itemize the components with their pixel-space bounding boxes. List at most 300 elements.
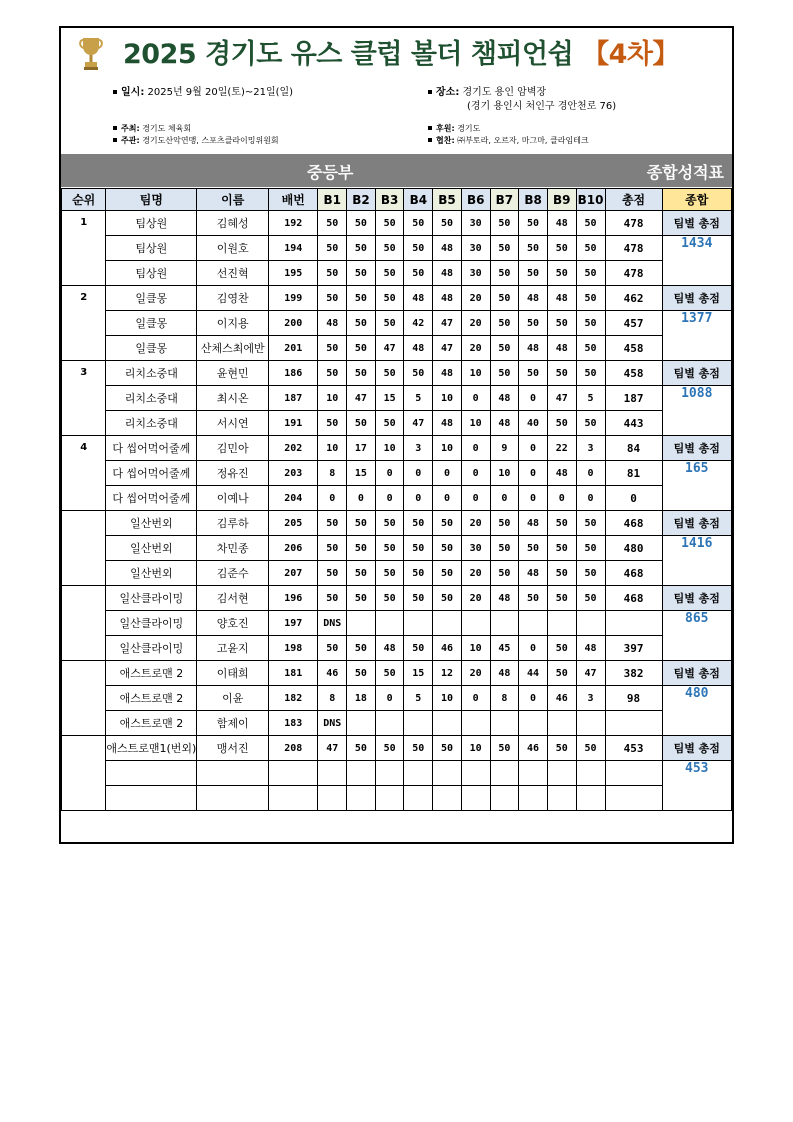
boulder-7-score: 48 xyxy=(490,586,519,611)
boulder-6-score: 10 xyxy=(461,411,490,436)
boulder-8-score: 50 xyxy=(519,236,548,261)
boulder-1-score: 46 xyxy=(318,661,347,686)
boulder-7-score: 50 xyxy=(490,361,519,386)
boulder-9-score: 50 xyxy=(547,586,576,611)
boulder-5-score: 48 xyxy=(433,361,462,386)
team-name-cell: 다 씹어먹어줄께 xyxy=(106,436,197,461)
boulder-1-score: 48 xyxy=(318,311,347,336)
boulder-4-score xyxy=(404,611,433,636)
bib-cell: 207 xyxy=(269,561,318,586)
col-b6: B6 xyxy=(461,189,490,211)
table-row xyxy=(62,386,732,411)
boulder-5-score: 50 xyxy=(433,536,462,561)
boulder-6-score: 20 xyxy=(461,311,490,336)
table-row xyxy=(62,511,732,536)
boulder-7-score: 50 xyxy=(490,736,519,761)
boulder-9-score: 47 xyxy=(547,386,576,411)
boulder-9-score: 50 xyxy=(547,536,576,561)
boulder-9-score: 50 xyxy=(547,236,576,261)
table-row xyxy=(62,361,732,386)
boulder-3-score: 0 xyxy=(375,486,404,511)
col-b5: B5 xyxy=(433,189,462,211)
total-score-cell xyxy=(605,711,662,736)
boulder-2-score: 50 xyxy=(347,261,376,286)
boulder-7-score: 50 xyxy=(490,336,519,361)
boulder-6-score: 10 xyxy=(461,361,490,386)
boulder-1-score: 10 xyxy=(318,386,347,411)
athlete-name-cell: 김서현 xyxy=(197,586,269,611)
table-row xyxy=(62,761,732,786)
boulder-10-score: 50 xyxy=(576,586,605,611)
boulder-1-score: 8 xyxy=(318,686,347,711)
boulder-6-score: 30 xyxy=(461,536,490,561)
boulder-7-score: 50 xyxy=(490,286,519,311)
boulder-7-score: 50 xyxy=(490,236,519,261)
boulder-4-score: 50 xyxy=(404,536,433,561)
athlete-name-cell: 이지용 xyxy=(197,311,269,336)
boulder-6-score: 0 xyxy=(461,386,490,411)
boulder-3-score: 50 xyxy=(375,236,404,261)
total-score-cell: 457 xyxy=(605,311,662,336)
boulder-7-score xyxy=(490,611,519,636)
bib-cell: 199 xyxy=(269,286,318,311)
boulder-1-score: 50 xyxy=(318,361,347,386)
boulder-8-score: 48 xyxy=(519,336,548,361)
athlete-name-cell: 이윤 xyxy=(197,686,269,711)
total-score-cell: 443 xyxy=(605,411,662,436)
col-b7: B7 xyxy=(490,189,519,211)
page-title: 2025 경기도 유스 클럽 볼더 챔피언쉽 【4차】 xyxy=(123,39,679,70)
athlete-name-cell: 차민종 xyxy=(197,536,269,561)
boulder-4-score: 50 xyxy=(404,236,433,261)
total-score-cell: 458 xyxy=(605,361,662,386)
boulder-9-score: 50 xyxy=(547,636,576,661)
col-b1: B1 xyxy=(318,189,347,211)
total-score-cell: 468 xyxy=(605,586,662,611)
table-row xyxy=(62,586,732,611)
boulder-8-score: 0 xyxy=(519,636,548,661)
athlete-name-cell: 이예나 xyxy=(197,486,269,511)
boulder-9-score xyxy=(547,611,576,636)
rank-cell xyxy=(62,661,106,736)
boulder-3-score: 0 xyxy=(375,461,404,486)
sponsor-info: 후원: 경기도 xyxy=(428,123,480,134)
boulder-10-score: 3 xyxy=(576,436,605,461)
team-total-value: 1088 xyxy=(662,386,731,436)
boulder-9-score: 48 xyxy=(547,286,576,311)
athlete-name-cell: 고윤지 xyxy=(197,636,269,661)
boulder-1-score xyxy=(318,786,347,811)
bib-cell: 203 xyxy=(269,461,318,486)
athlete-name-cell: 이태희 xyxy=(197,661,269,686)
boulder-7-score: 9 xyxy=(490,436,519,461)
table-row xyxy=(62,736,732,761)
boulder-4-score: 3 xyxy=(404,436,433,461)
boulder-3-score: 50 xyxy=(375,286,404,311)
boulder-5-score: 48 xyxy=(433,236,462,261)
boulder-8-score: 50 xyxy=(519,261,548,286)
boulder-3-score: 50 xyxy=(375,261,404,286)
boulder-7-score: 48 xyxy=(490,661,519,686)
total-score-cell: 478 xyxy=(605,211,662,236)
total-score-cell: 81 xyxy=(605,461,662,486)
boulder-7-score xyxy=(490,786,519,811)
total-score-cell: 397 xyxy=(605,636,662,661)
boulder-3-score: 50 xyxy=(375,586,404,611)
boulder-9-score: 50 xyxy=(547,411,576,436)
boulder-9-score: 50 xyxy=(547,561,576,586)
boulder-9-score: 22 xyxy=(547,436,576,461)
boulder-8-score: 0 xyxy=(519,686,548,711)
boulder-5-score: 10 xyxy=(433,386,462,411)
division-label: 중등부 xyxy=(307,163,354,182)
team-total-value: 1434 xyxy=(662,236,731,286)
boulder-4-score: 50 xyxy=(404,361,433,386)
team-total-value: 480 xyxy=(662,686,731,736)
total-score-cell: 462 xyxy=(605,286,662,311)
boulder-8-score: 40 xyxy=(519,411,548,436)
boulder-8-score: 50 xyxy=(519,586,548,611)
col-name: 이름 xyxy=(197,189,269,211)
boulder-10-score: 50 xyxy=(576,536,605,561)
boulder-10-score: 50 xyxy=(576,336,605,361)
bib-cell: 204 xyxy=(269,486,318,511)
rank-cell xyxy=(62,586,106,661)
table-row xyxy=(62,536,732,561)
athlete-name-cell: 김루하 xyxy=(197,511,269,536)
boulder-2-score: 50 xyxy=(347,361,376,386)
boulder-2-score: 17 xyxy=(347,436,376,461)
boulder-10-score: 48 xyxy=(576,636,605,661)
boulder-8-score xyxy=(519,611,548,636)
boulder-9-score: 0 xyxy=(547,486,576,511)
boulder-6-score: 10 xyxy=(461,636,490,661)
boulder-4-score: 47 xyxy=(404,411,433,436)
boulder-5-score: 50 xyxy=(433,736,462,761)
boulder-4-score: 50 xyxy=(404,636,433,661)
table-row xyxy=(62,661,732,686)
boulder-4-score: 5 xyxy=(404,386,433,411)
athlete-name-cell: 선진혁 xyxy=(197,261,269,286)
boulder-1-score: 50 xyxy=(318,211,347,236)
total-score-cell: 468 xyxy=(605,511,662,536)
boulder-5-score: 12 xyxy=(433,661,462,686)
boulder-5-score xyxy=(433,711,462,736)
team-name-cell: 일산번외 xyxy=(106,511,197,536)
team-total-label: 팀별 총점 xyxy=(662,361,731,386)
total-score-cell: 98 xyxy=(605,686,662,711)
table-row xyxy=(62,286,732,311)
boulder-1-score xyxy=(318,761,347,786)
team-total-label: 팀별 총점 xyxy=(662,736,731,761)
boulder-3-score xyxy=(375,786,404,811)
boulder-3-score xyxy=(375,611,404,636)
boulder-10-score: 50 xyxy=(576,561,605,586)
boulder-8-score: 50 xyxy=(519,211,548,236)
table-row xyxy=(62,486,732,511)
boulder-7-score: 50 xyxy=(490,261,519,286)
bib-cell xyxy=(269,761,318,786)
bib-cell: 191 xyxy=(269,411,318,436)
boulder-5-score xyxy=(433,611,462,636)
rank-cell: 4 xyxy=(62,436,106,511)
boulder-5-score: 47 xyxy=(433,311,462,336)
bib-cell xyxy=(269,786,318,811)
team-total-label: 팀별 총점 xyxy=(662,286,731,311)
boulder-9-score: 50 xyxy=(547,261,576,286)
boulder-1-score: 50 xyxy=(318,561,347,586)
boulder-8-score xyxy=(519,786,548,811)
athlete-name-cell: 정유진 xyxy=(197,461,269,486)
athlete-name-cell: 김혜성 xyxy=(197,211,269,236)
boulder-10-score: 3 xyxy=(576,686,605,711)
boulder-7-score: 45 xyxy=(490,636,519,661)
sheet-type-label: 종합성적표 xyxy=(646,163,724,182)
team-total-value: 1377 xyxy=(662,311,731,361)
bib-cell: 182 xyxy=(269,686,318,711)
boulder-10-score: 0 xyxy=(576,461,605,486)
boulder-7-score: 8 xyxy=(490,686,519,711)
boulder-7-score: 50 xyxy=(490,211,519,236)
boulder-3-score: 50 xyxy=(375,661,404,686)
team-total-label: 팀별 총점 xyxy=(662,586,731,611)
team-total-value: 1416 xyxy=(662,536,731,586)
boulder-9-score: 50 xyxy=(547,311,576,336)
boulder-4-score xyxy=(404,711,433,736)
boulder-2-score: 50 xyxy=(347,636,376,661)
boulder-4-score: 50 xyxy=(404,561,433,586)
boulder-5-score: 10 xyxy=(433,686,462,711)
round-label: 【4차】 xyxy=(582,39,679,70)
bib-cell: 200 xyxy=(269,311,318,336)
boulder-7-score: 50 xyxy=(490,536,519,561)
bib-cell: 181 xyxy=(269,661,318,686)
table-row xyxy=(62,686,732,711)
boulder-7-score: 50 xyxy=(490,511,519,536)
boulder-3-score: 48 xyxy=(375,636,404,661)
col-b9: B9 xyxy=(547,189,576,211)
total-score-cell xyxy=(605,761,662,786)
boulder-6-score xyxy=(461,611,490,636)
team-total-value: 865 xyxy=(662,611,731,661)
rank-cell xyxy=(62,736,106,811)
boulder-7-score: 48 xyxy=(490,386,519,411)
boulder-3-score: 47 xyxy=(375,336,404,361)
boulder-4-score: 50 xyxy=(404,586,433,611)
col-rank: 순위 xyxy=(62,189,106,211)
boulder-10-score: 50 xyxy=(576,236,605,261)
col-b2: B2 xyxy=(347,189,376,211)
team-name-cell: 다 씹어먹어줄께 xyxy=(106,486,197,511)
boulder-4-score xyxy=(404,786,433,811)
boulder-10-score: 0 xyxy=(576,486,605,511)
boulder-8-score: 48 xyxy=(519,286,548,311)
boulder-1-score: 50 xyxy=(318,236,347,261)
boulder-5-score: 47 xyxy=(433,336,462,361)
boulder-8-score: 48 xyxy=(519,561,548,586)
boulder-9-score xyxy=(547,761,576,786)
boulder-8-score: 50 xyxy=(519,536,548,561)
boulder-4-score: 15 xyxy=(404,661,433,686)
boulder-6-score: 20 xyxy=(461,336,490,361)
sheet-header xyxy=(61,28,732,154)
table-row xyxy=(62,611,732,636)
bib-cell: 192 xyxy=(269,211,318,236)
rank-cell xyxy=(62,511,106,586)
table-row xyxy=(62,436,732,461)
boulder-8-score: 48 xyxy=(519,511,548,536)
team-total-label: 팀별 총점 xyxy=(662,661,731,686)
bib-cell: 201 xyxy=(269,336,318,361)
results-table xyxy=(61,188,732,811)
boulder-6-score: 20 xyxy=(461,561,490,586)
rank-cell: 3 xyxy=(62,361,106,436)
boulder-4-score: 50 xyxy=(404,511,433,536)
rank-cell: 2 xyxy=(62,286,106,361)
bib-cell: 183 xyxy=(269,711,318,736)
boulder-4-score: 50 xyxy=(404,261,433,286)
team-name-cell: 일산번외 xyxy=(106,536,197,561)
col-b8: B8 xyxy=(519,189,548,211)
bib-cell: 187 xyxy=(269,386,318,411)
boulder-2-score: 0 xyxy=(347,486,376,511)
total-score-cell: 478 xyxy=(605,236,662,261)
boulder-2-score xyxy=(347,786,376,811)
team-name-cell: 일산클라이밍 xyxy=(106,636,197,661)
boulder-6-score: 0 xyxy=(461,436,490,461)
bib-cell: 195 xyxy=(269,261,318,286)
boulder-7-score: 0 xyxy=(490,486,519,511)
table-row xyxy=(62,461,732,486)
boulder-4-score: 48 xyxy=(404,286,433,311)
boulder-9-score xyxy=(547,711,576,736)
boulder-10-score: 50 xyxy=(576,286,605,311)
team-name-cell: 일산클라이밍 xyxy=(106,586,197,611)
boulder-4-score: 50 xyxy=(404,736,433,761)
boulder-10-score: 50 xyxy=(576,261,605,286)
col-bib: 배번 xyxy=(269,189,318,211)
boulder-6-score: 0 xyxy=(461,486,490,511)
team-name-cell: 리치소중대 xyxy=(106,361,197,386)
boulder-1-score: 47 xyxy=(318,736,347,761)
boulder-10-score: 50 xyxy=(576,411,605,436)
team-name-cell: 일산번외 xyxy=(106,561,197,586)
boulder-10-score: 5 xyxy=(576,386,605,411)
boulder-2-score: 50 xyxy=(347,586,376,611)
boulder-7-score: 10 xyxy=(490,461,519,486)
athlete-name-cell xyxy=(197,786,269,811)
boulder-6-score: 0 xyxy=(461,686,490,711)
total-score-cell: 187 xyxy=(605,386,662,411)
table-row xyxy=(62,411,732,436)
table-row xyxy=(62,561,732,586)
total-score-cell: 84 xyxy=(605,436,662,461)
boulder-5-score: 50 xyxy=(433,586,462,611)
table-row xyxy=(62,211,732,236)
boulder-8-score: 44 xyxy=(519,661,548,686)
boulder-3-score: 50 xyxy=(375,536,404,561)
boulder-5-score: 10 xyxy=(433,436,462,461)
table-row xyxy=(62,636,732,661)
host-info: 주최: 경기도 체육회 xyxy=(113,123,191,134)
table-header-row xyxy=(62,189,732,211)
team-name-cell: 애스트로맨1(번외) xyxy=(106,736,197,761)
boulder-10-score xyxy=(576,786,605,811)
table-row xyxy=(62,336,732,361)
boulder-7-score: 48 xyxy=(490,411,519,436)
boulder-1-score: 50 xyxy=(318,586,347,611)
boulder-10-score xyxy=(576,611,605,636)
athlete-name-cell: 함제이 xyxy=(197,711,269,736)
table-row xyxy=(62,261,732,286)
boulder-9-score: 48 xyxy=(547,336,576,361)
boulder-6-score xyxy=(461,786,490,811)
boulder-6-score xyxy=(461,711,490,736)
boulder-5-score: 50 xyxy=(433,211,462,236)
boulder-4-score: 50 xyxy=(404,211,433,236)
organizer-info: 주관: 경기도산악연맹, 스포츠클라이밍위원회 xyxy=(113,135,279,146)
total-score-cell: 480 xyxy=(605,536,662,561)
boulder-7-score: 50 xyxy=(490,311,519,336)
boulder-2-score xyxy=(347,711,376,736)
total-score-cell xyxy=(605,786,662,811)
boulder-3-score: 10 xyxy=(375,436,404,461)
boulder-10-score xyxy=(576,711,605,736)
boulder-2-score: 50 xyxy=(347,336,376,361)
boulder-9-score: 50 xyxy=(547,511,576,536)
total-score-cell: 458 xyxy=(605,336,662,361)
boulder-3-score: 50 xyxy=(375,311,404,336)
boulder-8-score xyxy=(519,761,548,786)
table-row xyxy=(62,786,732,811)
boulder-3-score xyxy=(375,711,404,736)
col-b3: B3 xyxy=(375,189,404,211)
team-name-cell: 애스트로맨 2 xyxy=(106,711,197,736)
boulder-5-score xyxy=(433,786,462,811)
total-score-cell xyxy=(605,611,662,636)
boulder-5-score: 50 xyxy=(433,561,462,586)
boulder-6-score: 30 xyxy=(461,236,490,261)
team-name-cell: 팀상원 xyxy=(106,261,197,286)
boulder-1-score: 50 xyxy=(318,261,347,286)
boulder-10-score: 50 xyxy=(576,211,605,236)
boulder-6-score: 10 xyxy=(461,736,490,761)
boulder-2-score: 47 xyxy=(347,386,376,411)
table-row xyxy=(62,311,732,336)
boulder-4-score: 5 xyxy=(404,686,433,711)
boulder-10-score: 50 xyxy=(576,311,605,336)
boulder-2-score: 50 xyxy=(347,561,376,586)
total-score-cell: 0 xyxy=(605,486,662,511)
boulder-1-score: 0 xyxy=(318,486,347,511)
boulder-1-score: 50 xyxy=(318,336,347,361)
boulder-6-score: 20 xyxy=(461,511,490,536)
boulder-5-score: 0 xyxy=(433,461,462,486)
boulder-9-score: 46 xyxy=(547,686,576,711)
boulder-9-score: 50 xyxy=(547,661,576,686)
bib-cell: 208 xyxy=(269,736,318,761)
team-total-label: 팀별 총점 xyxy=(662,436,731,461)
athlete-name-cell: 서시연 xyxy=(197,411,269,436)
boulder-3-score: 0 xyxy=(375,686,404,711)
total-score-cell: 468 xyxy=(605,561,662,586)
boulder-5-score: 50 xyxy=(433,511,462,536)
support-info: 협찬: ㈜부토라, 오르자, 마그마, 클라임테크 xyxy=(428,135,589,146)
boulder-4-score: 0 xyxy=(404,461,433,486)
team-name-cell: 리치소중대 xyxy=(106,386,197,411)
boulder-1-score: DNS xyxy=(318,611,347,636)
total-score-cell: 382 xyxy=(605,661,662,686)
